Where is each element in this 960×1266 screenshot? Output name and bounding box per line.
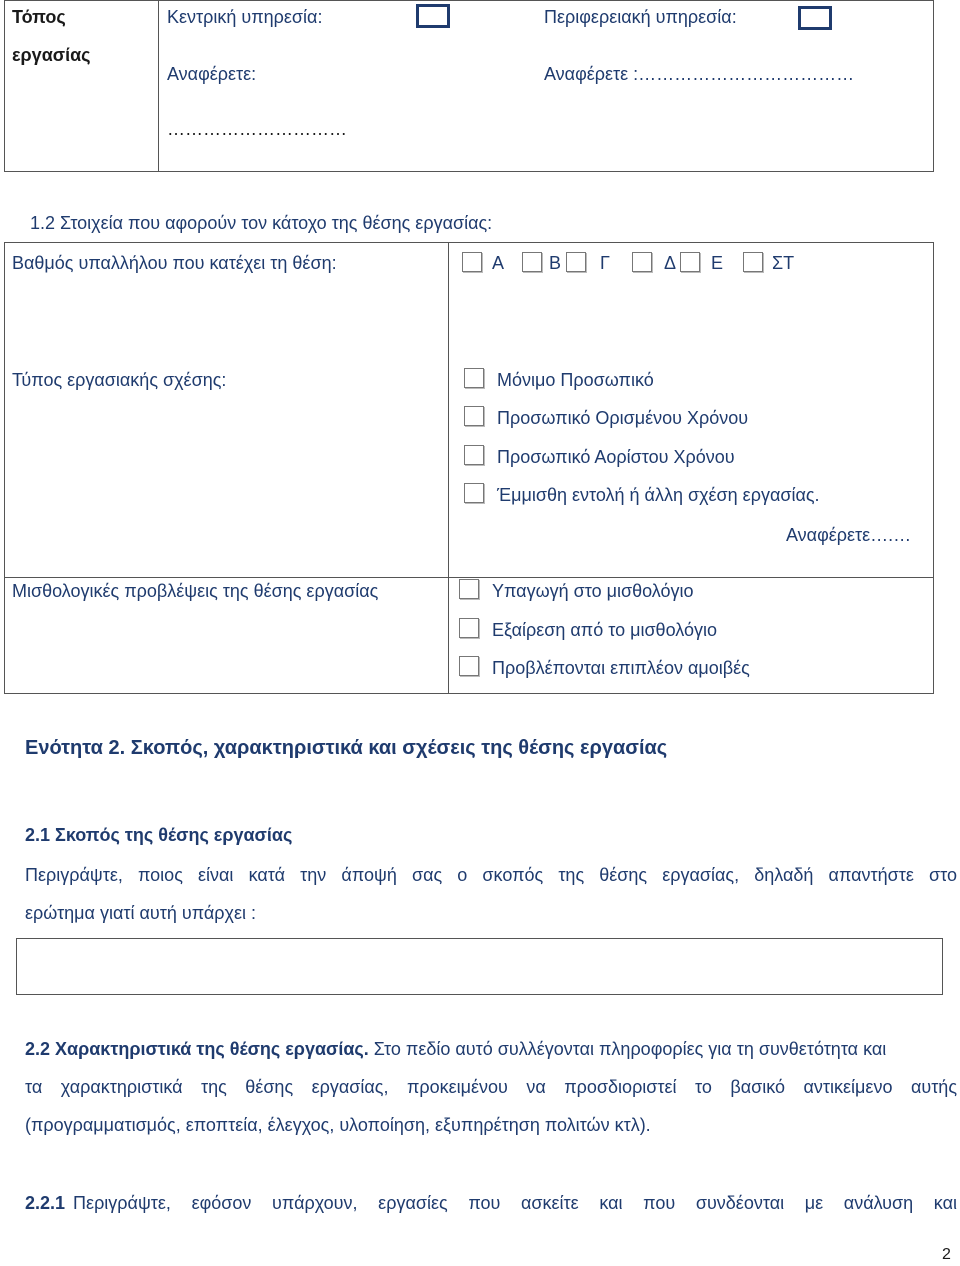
grade-d-checkbox[interactable] bbox=[632, 252, 652, 272]
salary-provisions-label: Μισθολογικές προβλέψεις της θέσης εργασίας bbox=[12, 581, 379, 601]
section-2-2-1-number: 2.2.1 bbox=[25, 1193, 66, 1213]
section-1-2-title-text: Στοιχεία που αφορούν τον κάτοχο της θέσης εργασίας: bbox=[60, 213, 493, 233]
grade-e-checkbox[interactable] bbox=[680, 252, 700, 272]
section-2-2-line2: τα χαρακτηριστικά της θέσης εργασίας, προκειμένου να προσδιοριστεί το βασικό αντικείμενο αυτής bbox=[25, 1077, 957, 1097]
workplace-label-line2: εργασίας bbox=[12, 45, 91, 65]
section-1-2-title bbox=[30, 212, 492, 234]
salary-excluded-checkbox[interactable] bbox=[459, 618, 479, 638]
section-2-1-line1: Περιγράψτε, ποιος είναι κατά την άποψή σας ο σκοπός της θέσης εργασίας, δηλαδή απαντήστε στο bbox=[25, 865, 957, 885]
section-1-2-number: 1.2 bbox=[30, 213, 56, 233]
grade-d-label: Δ bbox=[664, 253, 677, 273]
grade-c-checkbox[interactable] bbox=[566, 252, 586, 272]
section-2-2-line1 bbox=[25, 1038, 886, 1060]
central-service-checkbox[interactable] bbox=[416, 4, 450, 28]
relation-indefinite-checkbox[interactable] bbox=[464, 445, 484, 465]
section-2-2-line3: (προγραμματισμός, εποπτεία, έλεγχος, υλοποίηση, εξυπηρέτηση πολιτών κτλ). bbox=[25, 1115, 651, 1135]
relation-indefinite-label: Προσωπικό Αορίστου Χρόνου bbox=[497, 447, 735, 467]
central-service-ref-field[interactable]: ………………………… bbox=[167, 119, 347, 139]
salary-extra-label: Προβλέπονται επιπλέον αμοιβές bbox=[492, 658, 750, 678]
purpose-answer-box[interactable] bbox=[16, 938, 943, 995]
section-2-2-1-text: Περιγράψτε, εφόσον υπάρχουν, εργασίες που ασκείτε και που συνδέονται με ανάλυση και bbox=[73, 1193, 957, 1213]
regional-service-label: Περιφερειακή υπηρεσία: bbox=[544, 7, 737, 27]
grade-e-label: Ε bbox=[711, 253, 724, 273]
grade-st-checkbox[interactable] bbox=[743, 252, 763, 272]
salary-included-checkbox[interactable] bbox=[459, 579, 479, 599]
relation-fixed-term-checkbox[interactable] bbox=[464, 406, 484, 426]
relation-permanent-label: Μόνιμο Προσωπικό bbox=[497, 370, 654, 390]
page-number: 2 bbox=[942, 1246, 951, 1263]
grade-label: Βαθμός υπαλλήλου που κατέχει τη θέση: bbox=[12, 253, 337, 273]
relation-fixed-term-label: Προσωπικό Ορισμένου Χρόνου bbox=[497, 408, 749, 428]
relation-other-ref-field[interactable]: Αναφέρετε….… bbox=[786, 525, 912, 545]
relation-other-label: Έμμισθη εντολή ή άλλη σχέση εργασίας. bbox=[497, 485, 820, 505]
grade-c-label: Γ bbox=[600, 253, 610, 273]
section-2-2-1-line1 bbox=[25, 1192, 957, 1214]
grade-a-checkbox[interactable] bbox=[462, 252, 482, 272]
central-service-ref-label: Αναφέρετε: bbox=[167, 64, 257, 84]
salary-extra-checkbox[interactable] bbox=[459, 656, 479, 676]
salary-included-label: Υπαγωγή στο μισθολόγιο bbox=[492, 581, 694, 601]
section-2-2-title: 2.2 Χαρακτηριστικά της θέσης εργασίας. bbox=[25, 1039, 369, 1059]
regional-service-checkbox[interactable] bbox=[798, 6, 832, 30]
relation-other-checkbox[interactable] bbox=[464, 483, 484, 503]
relation-permanent-checkbox[interactable] bbox=[464, 368, 484, 388]
salary-excluded-label: Εξαίρεση από το μισθολόγιο bbox=[492, 620, 717, 640]
central-service-label: Κεντρική υπηρεσία: bbox=[167, 7, 323, 27]
grade-b-label: Β bbox=[549, 253, 562, 273]
grade-st-label: ΣΤ bbox=[772, 253, 795, 273]
grade-b-checkbox[interactable] bbox=[522, 252, 542, 272]
regional-service-ref-field[interactable]: Αναφέρετε :……………………………… bbox=[544, 64, 855, 84]
grade-a-label: Α bbox=[492, 253, 505, 273]
section-2-2-line1-text: Στο πεδίο αυτό συλλέγονται πληροφορίες για τη συνθετότητα και bbox=[373, 1039, 887, 1059]
section-2-heading: Ενότητα 2. Σκοπός, χαρακτηριστικά και σχέσεις της θέσης εργασίας bbox=[25, 737, 668, 759]
relation-type-label: Τύπος εργασιακής σχέσης: bbox=[12, 370, 227, 390]
section-2-1-line2: ερώτημα γιατί αυτή υπάρχει : bbox=[25, 903, 256, 923]
section-2-1-title: 2.1 Σκοπός της θέσης εργασίας bbox=[25, 825, 293, 845]
workplace-label-line1: Τόπος bbox=[12, 7, 66, 27]
